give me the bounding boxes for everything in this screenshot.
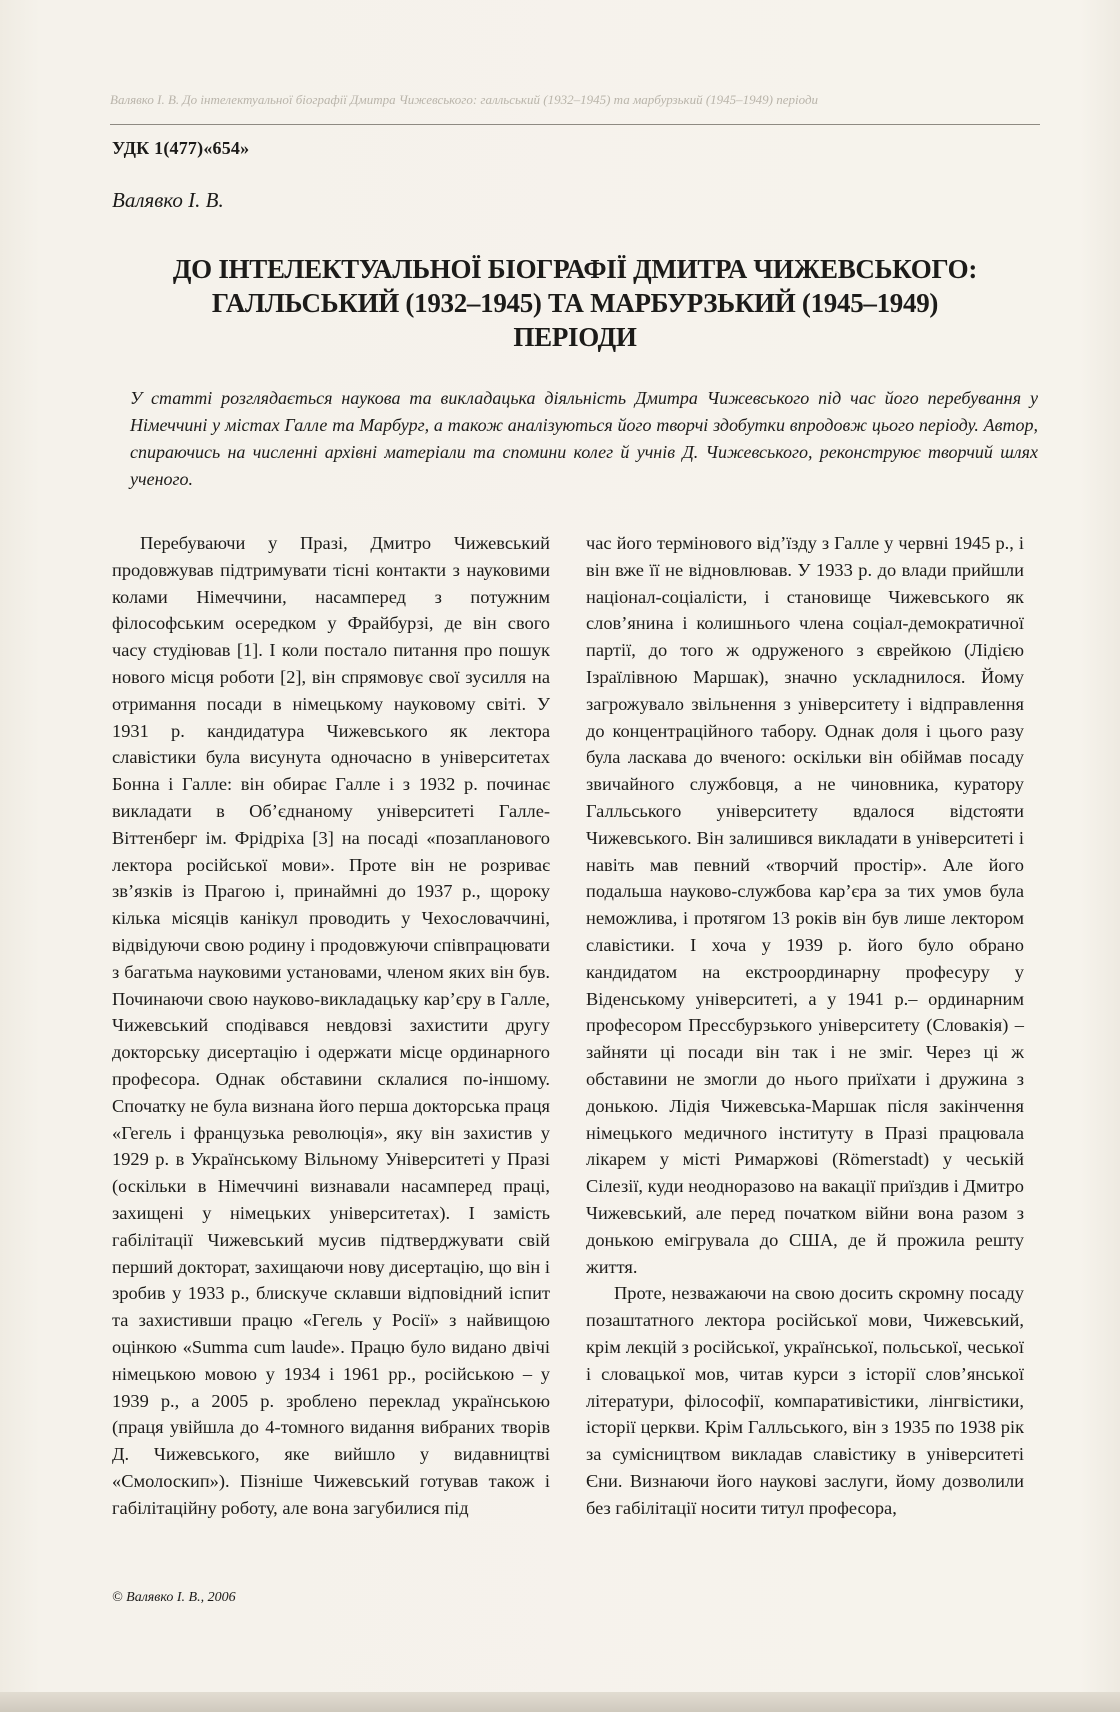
paragraph: Проте, незважаючи на свою досить скромну посаду позаштатного лектора російської мови, Чижевський, крім лекцій з російської, української, польської, чеської і словацької мов, читав курси з історії слов’янської літератури, філософії, компаративістики, лінгвістики, історії церкви. Крім Галльського, він з 1935 по 1938 рік за сумісництвом викладав славістику в університеті Єни. Визнаючи його наукові заслуги, йому дозволили без габілітації носити титул професора,: [586, 1283, 1024, 1518]
page-bottom-edge: [0, 1692, 1120, 1712]
author-name: Валявко І. В.: [112, 188, 224, 212]
title-line: ДО ІНТЕЛЕКТУАЛЬНОЇ БІОГРАФІЇ ДМИТРА ЧИЖЕВСЬКОГО:: [172, 254, 978, 284]
paragraph: Перебуваючи у Празі, Дмитро Чижевський продовжував підтримувати тісні контакти з науковими колами Німеччини, насамперед з потужним філософським осередком у Фрайбурзі, де він свого часу студіював [1]. І коли постало питання про пошук нового місця роботи [2], він спрямовує свої зусилля на отримання посади в німецькому науковому світі. У 1931 р. кандидатура Чижевського як лектора славістики була висунута одночасно в університетах Бонна і Галле: він обирає Галле і з 1932 р. починає викладати в Об’єднаному університеті Галле-Віттенберг ім. Фрідріха [3] на посаді «позапланового лектора російської мови». Проте він не розриває зв’язків із Прагою і, принаймні до 1937 р., щороку кілька місяців канікул проводить у Чехословаччині, відвідуючи свою родину і продовжуючи співпрацювати з багатьма науковими установами, членом яких він був. Починаючи свою науково-викладацьку кар’єру в Галле, Чижевський сподівався невдовзі захистити другу докторську дисертацію і одержати місце ординарного професора. Однак обставини склалися по-іншому. Спочатку не була визнана його перша докторська праця «Гегель і французька революція», яку він захистив у 1929 р. в Українському Вільному Університеті у Празі (оскільки в Німеччині визнавали насамперед праці, захищені у німецьких університетах). І замість габілітації Чижевський мусив підтверджувати свій перший докторат, захищаючи нову дисертацію, що він і зробив у 1933 р., блискуче склавши відповідний іспит та захистивши працю «Гегель у Росії» з найвищою оцінкою «Summa cum laude». Працю було видано двічі німецькою мовою у 1934 і 1961 рр., російською – у 1939 р., а 2005 р. зроблено переклад українською (праця увійшла до 4-томного видання вибраних творів Д. Чижевського, яке вийшло у видавництві «Смолоскип»). Пізніше Чижевський готував також і габілітаційну роботу, але вона загубилися під: [112, 533, 550, 1518]
running-header: Валявко І. В. До інтелектуальної біографії Дмитра Чижевського: галльський (1932–1945) та марбурзький (1945–1949) періоди: [110, 92, 819, 107]
left-column: [112, 530, 550, 1521]
title-line: ГАЛЛЬСЬКИЙ (1932–1945) ТА МАРБУРЗЬКИЙ (1945–1949): [211, 288, 939, 318]
right-column: [586, 530, 1024, 1521]
udk-code: УДК 1(477)«654»: [112, 138, 250, 158]
paragraph: час його термінового від’їзду з Галле у червні 1945 р., і він вже її не відновлював. У 1933 р. до влади прийшли націонал-соціалісти, і становище Чижевського як слов’янина і колишнього члена соціал-демократичної партії, до того ж одруженого з єврейкою (Лідією Ізраїлівною Маршак), значно ускладнилося. Йому загрожувало звільнення з університету і відправлення до концентраційного табору. Однак доля і цього разу була ласкава до вченого: оскільки він обіймав посаду звичайного службовця, а не чиновника, куратору Галльського університету вдалося відстояти Чижевського. Він залишився викладати в університеті і навіть мав певний «творчий простір». Але його подальша науково-службова кар’єра за тих умов була неможлива, і протягом 13 років він був лише лектором славістики. І хоча у 1939 р. його було обрано кандидатом на екстроординарну професуру у Віденському університеті, а у 1941 р.– ординарним професором Пресcбурзького університету (Словакія) – зайняти ці посади він так і не зміг. Через ці ж обставини не змогли до нього приїхати і дружина з донькою. Лідія Чижевська-Маршак після закінчення німецького медичного інституту в Празі працювала лікарем у місті Римаржові (Römerstadt) у чеській Сілезії, куди неодноразово на вакації приїздив і Дмитро Чижевський, але перед початком війни вона разом з донькою емігрувала до США, де й прожила решту життя.: [586, 533, 1024, 1277]
copyright-note: © Валявко І. В., 2006: [112, 1590, 236, 1605]
article-title: [112, 252, 1038, 354]
abstract: У статті розглядається наукова та викладацька діяльність Дмитра Чижевського під час його перебування у Німеччині у містах Галле та Марбург, а також аналізуються його творчі здобутки впродовж цього періоду. Автор, спираючись на численні архівні матеріали та спомини колег й учнів Д. Чижевського, реконструює творчий шлях ученого.: [130, 388, 1038, 489]
header-rule: [110, 124, 1040, 125]
title-line: ПЕРІОДИ: [513, 322, 637, 352]
